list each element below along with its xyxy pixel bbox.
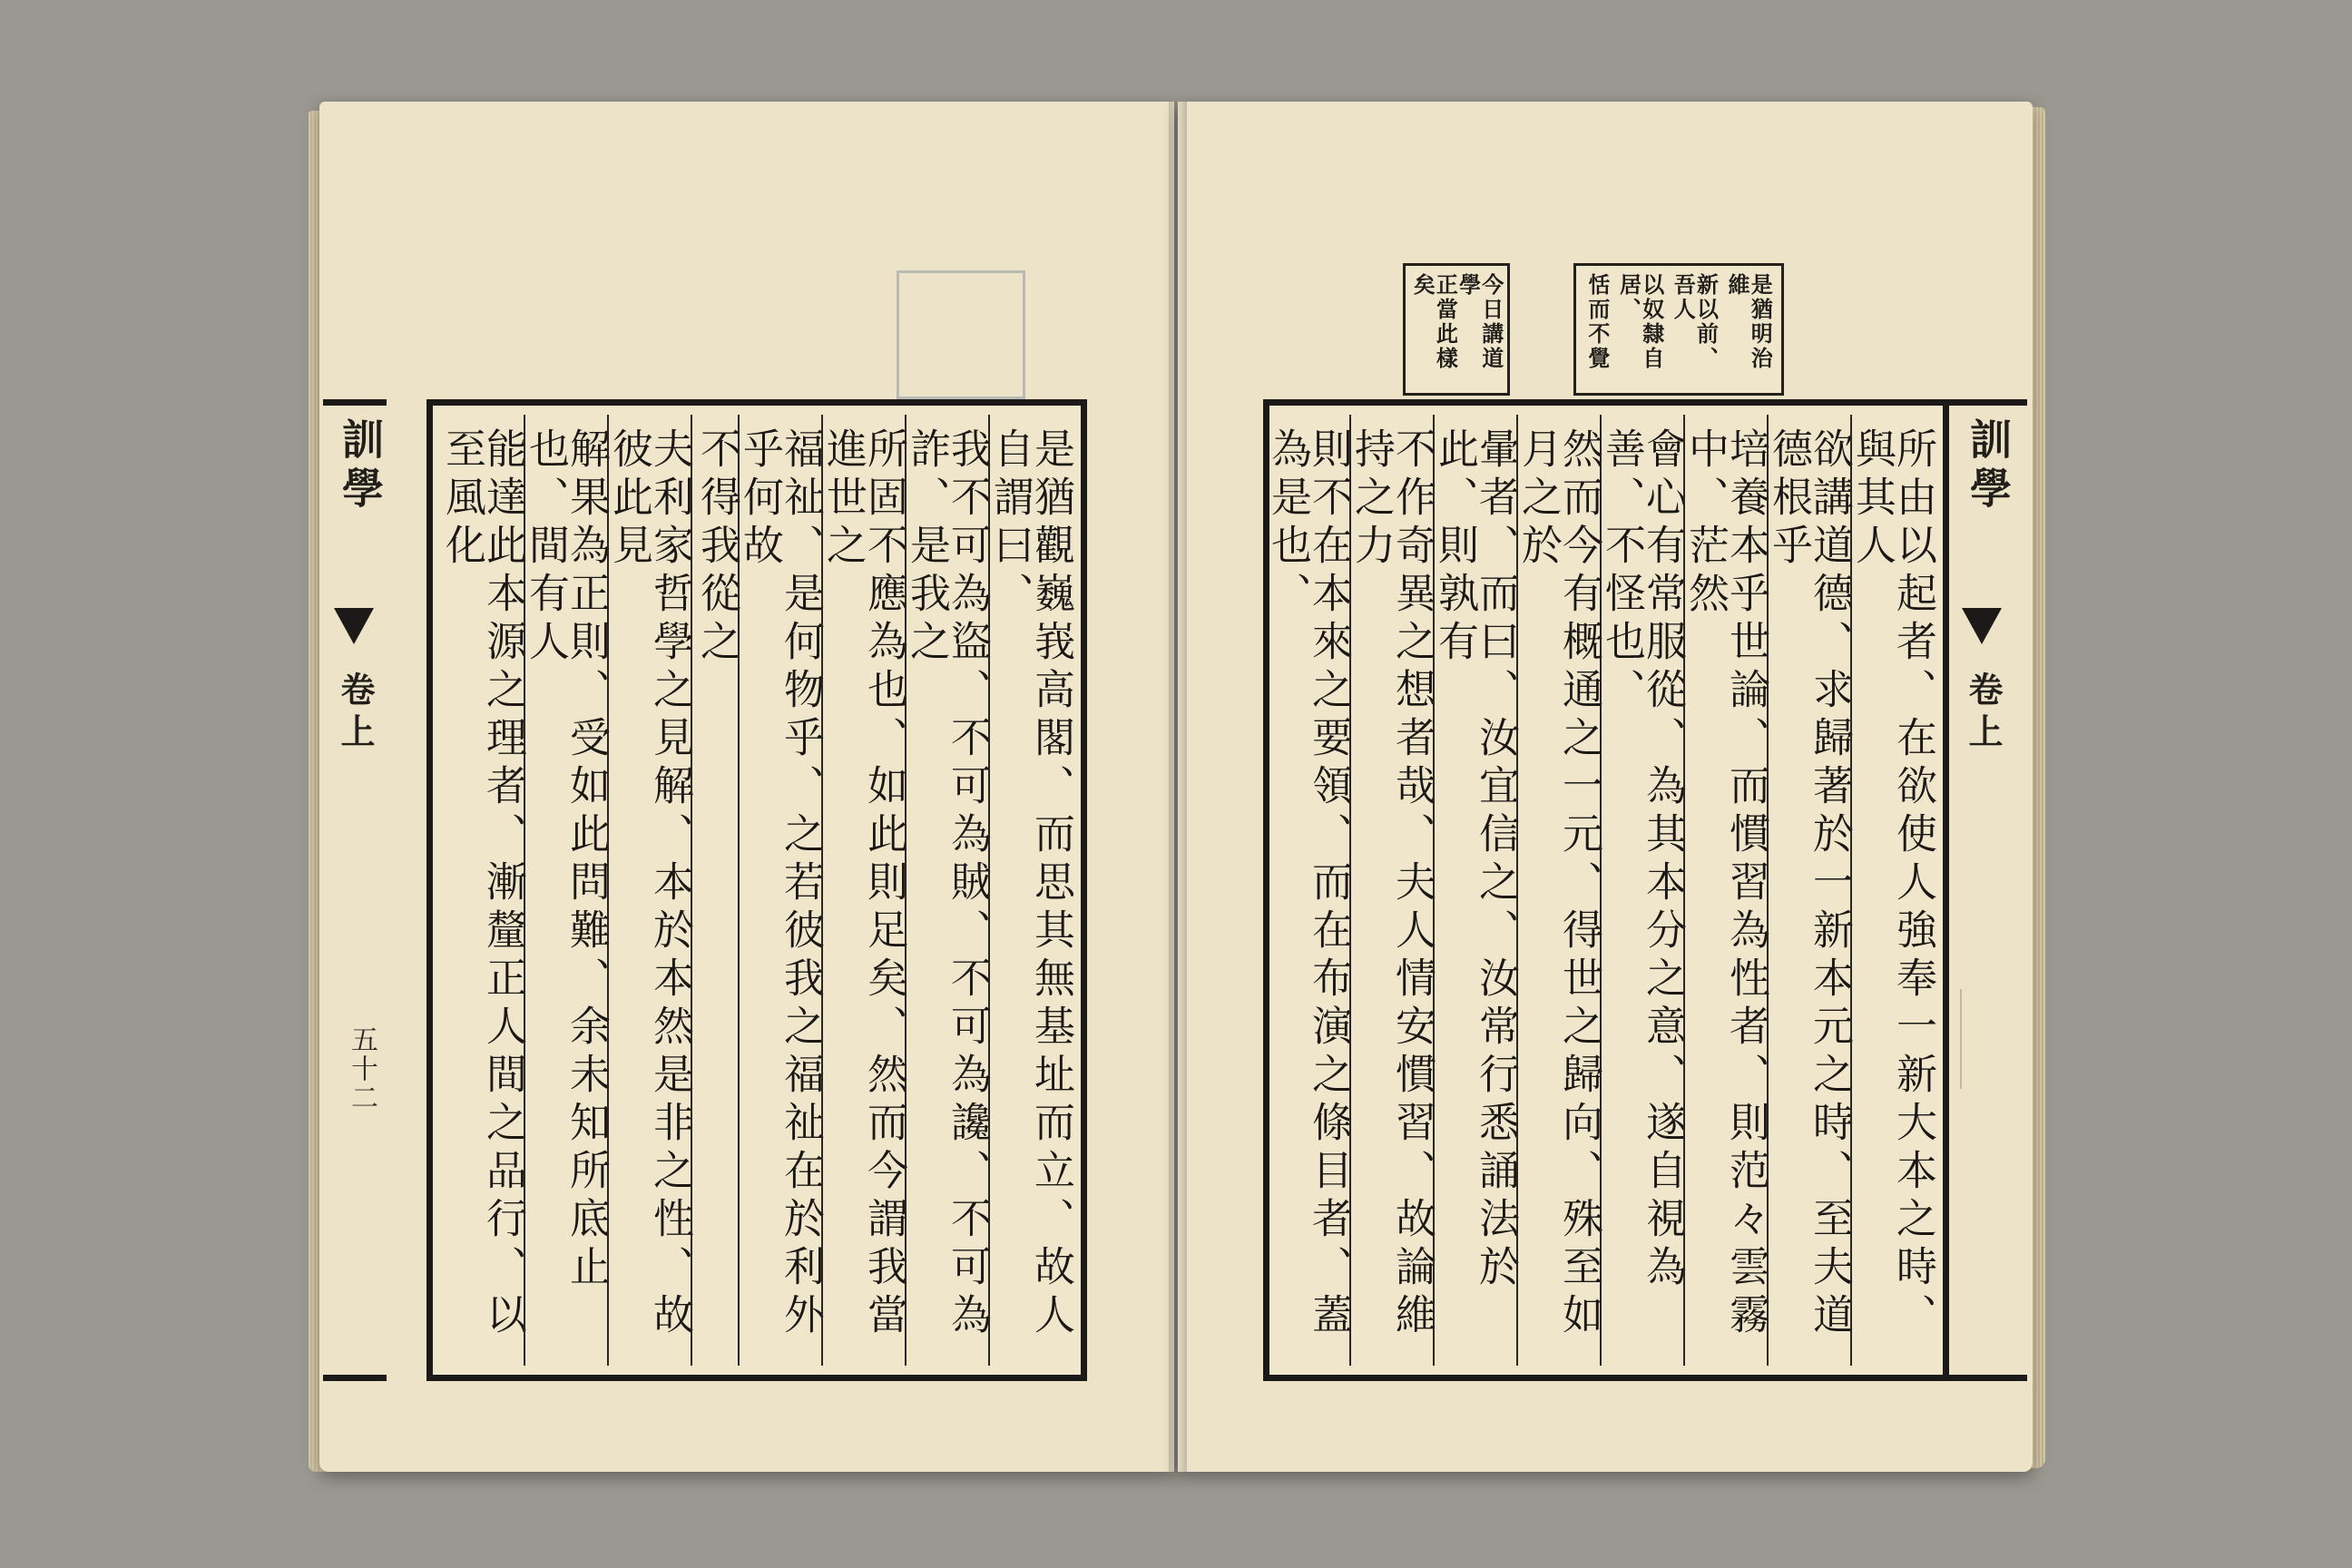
text-column: [522, 415, 611, 1366]
column-text: 會心有常服從、為其本分之意、遂自視為善、不怪也、: [1598, 427, 1687, 1293]
column-text: 能達此本源之理者、漸釐正人間之品行、以至風化: [438, 427, 527, 1341]
right-text-frame: [1263, 399, 1949, 1381]
column-text: 所由以起者、在欲使人強奉一新大本之時、與其人: [1848, 427, 1937, 1341]
text-column: [903, 415, 992, 1366]
left-side-tab: [323, 399, 387, 1381]
headnote-box: [1403, 263, 1510, 396]
left-page-number: 五十二: [346, 1025, 377, 1112]
text-column: [1264, 415, 1353, 1366]
column-text: 所固不應為也、如此則足矣、然而今謂我當進世之: [819, 427, 908, 1341]
library-stamp: [897, 270, 1025, 399]
book-gutter: [1169, 102, 1187, 1472]
column-text: 欲講道德、求歸著於一新本元之時、至夫道德根乎: [1765, 427, 1854, 1341]
left-volume-tab: 卷上: [335, 671, 376, 755]
text-column: [1765, 415, 1854, 1366]
headnote-line: 新以前、吾人: [1670, 273, 1720, 371]
right-side-tab: [1949, 399, 2027, 1381]
headnote-line: 今日講道學: [1455, 273, 1504, 371]
text-column: [1514, 415, 1603, 1366]
right-volume-tab: 卷上: [1963, 671, 2004, 755]
headnote-line: 正當此樣矣: [1409, 273, 1459, 371]
text-column: [819, 415, 908, 1366]
column-text: 培養本乎世論、而慣習為性者、則范々雲霧中、茫然: [1681, 427, 1770, 1341]
column-text: 然而今有概通之一元、得世之歸向、殊至如月之於: [1514, 427, 1603, 1341]
column-text: 是猶觀巍峩高閣、而思其無基址而立、故人自謂曰、: [986, 427, 1075, 1341]
right-header-tab: 訓學: [1964, 417, 2013, 515]
text-column: [1681, 415, 1770, 1366]
column-text: 解果為正則、受如此問難、余未知所底止也、間有人: [522, 427, 611, 1293]
headnote-box: [1573, 263, 1784, 396]
column-text: 暈者、而曰、汝宜信之、汝常行悉誦法於此、則孰有: [1431, 427, 1520, 1293]
headnote-line: 恬而不覺: [1583, 273, 1611, 371]
column-text: 不得我從之: [693, 427, 741, 668]
right-fishtail-mark: [1962, 608, 2002, 644]
left-header-tab: 訓學: [336, 417, 385, 515]
text-column: [438, 415, 527, 1366]
left-tab-top-rule: [323, 399, 387, 406]
headnote-line: 是猶明治維: [1724, 273, 1774, 371]
right-tab-bottom-rule: [1949, 1375, 2027, 1381]
right-text-columns: [1264, 415, 1937, 1366]
left-tab-bottom-rule: [323, 1375, 387, 1381]
faint-margin-mark: [1960, 989, 1998, 1089]
text-column: [1431, 415, 1520, 1366]
left-text-columns: [438, 415, 1075, 1366]
column-text: 我不可為盜、不可為賊、不可為讒、不可為詐、是我之: [903, 427, 992, 1341]
text-column: [605, 415, 694, 1366]
left-text-frame: [426, 399, 1087, 1381]
column-text: 則不在本來之要領、而在布演之條目者、蓋為是也、: [1264, 427, 1353, 1341]
text-column: [1348, 415, 1436, 1366]
left-fishtail-mark: [334, 608, 374, 644]
text-column: [691, 415, 741, 1366]
text-column: [986, 415, 1075, 1366]
text-column: [736, 415, 825, 1366]
column-text: 夫利家哲學之見解、本於本然是非之性、故彼此見: [605, 427, 694, 1341]
column-text: 福祉、是何物乎、之若彼我之福祉在於利外乎何故: [736, 427, 825, 1341]
text-column: [1598, 415, 1687, 1366]
headnote-line: 以奴隸自居、: [1615, 273, 1665, 371]
right-tab-top-rule: [1949, 399, 2027, 406]
column-text: 不作奇異之想者哉、夫人情安慣習、故論維持之力: [1348, 427, 1436, 1341]
text-column: [1848, 415, 1937, 1366]
